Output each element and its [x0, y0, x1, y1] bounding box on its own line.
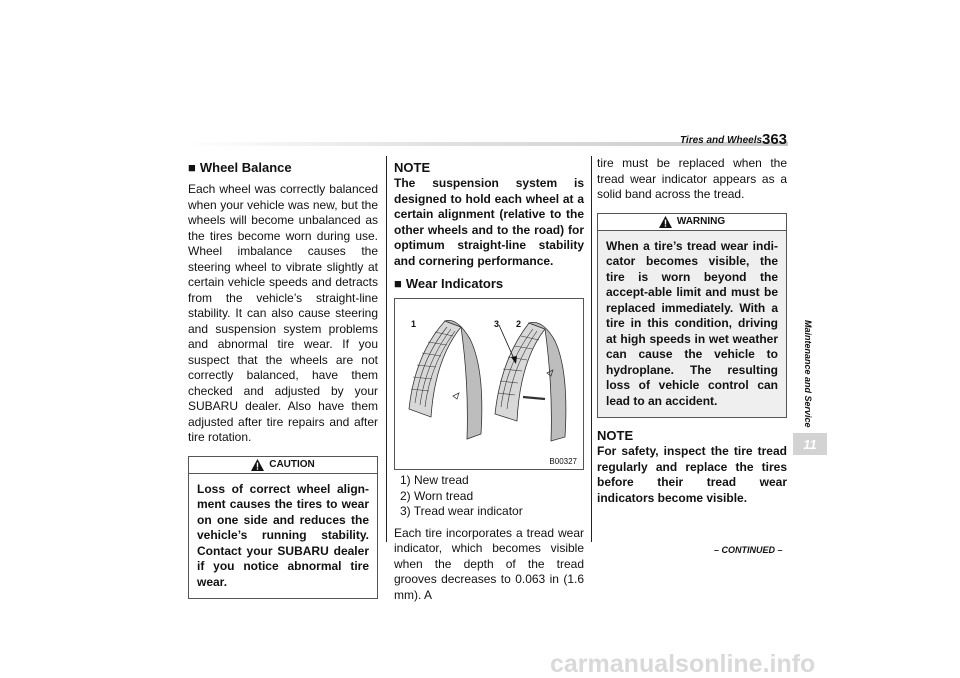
tread-illustration	[395, 299, 583, 469]
chapter-tab: 11	[793, 433, 827, 455]
wheel-balance-text: Each wheel was correctly balanced when your vehicle was new, but the wheels will become unbalanced as the tires become worn during use. Wheel imbalance causes the steering wheel to vibrate slightly at certain vehicle speeds and detracts from the vehicle’s straight-line stability. It can also cause steering and suspension system problems and abnormal tire wear. If you suspect that the wheels are not correctly balanced, have them checked and adjusted by your SUBARU dealer. Also have them adjusted after tire repairs and after tire rotation.	[188, 182, 378, 444]
note-text: The suspension system is designed to hold each wheel at a certain alignment (relative to the other wheels and to the road) for optimum straight-line stability and cornering performance.	[394, 176, 584, 268]
legend-item: 2) Worn tread	[400, 488, 474, 503]
figure-legend	[394, 473, 584, 520]
column-3	[597, 156, 787, 512]
square-bullet-icon: ■	[188, 160, 196, 175]
watermark: carmanualsonline.info	[550, 650, 816, 678]
page-number: 363	[762, 131, 788, 148]
warning-header: WARNING	[598, 214, 786, 231]
legend-item: 1) New tread	[400, 473, 469, 487]
note-text: For safety, inspect the tire tread regularly and replace the tires before their tread wear indicators become visible.	[597, 444, 787, 505]
warning-text: When a tire’s tread wear indi-cator becomes visible, the tire is worn beyond the accept-able limit and must be replaced immediately. With a tire in this condition, driving at high speeds in wet weather can cause the vehicle to hydroplane. The resulting loss of vehicle control can lead to an accident.	[598, 231, 786, 418]
warning-triangle-icon	[659, 216, 672, 228]
caution-header: CAUTION	[189, 457, 377, 474]
figure-label-2: 2	[516, 319, 522, 329]
wear-indicators-text: Each tire incorporates a tread wear indicator, which becomes visible when the depth of the tread grooves decreases to 0.063 in (1.6 mm). A	[394, 525, 584, 602]
chapter-side-title: Maintenance and Service	[803, 320, 813, 428]
legend-item: 3) Tread wear indicator	[400, 504, 523, 518]
warning-box	[597, 213, 787, 419]
column-1	[188, 156, 378, 599]
square-bullet-icon: ■	[394, 276, 402, 291]
section-title: Tires and Wheels	[680, 135, 763, 146]
figure-label-1: 1	[411, 319, 417, 329]
note-title: NOTE	[394, 160, 431, 175]
caution-box	[188, 456, 378, 600]
figure-code: B00327	[549, 457, 577, 466]
caution-text: Loss of correct wheel align-ment causes the tires to wear on one side and reduces the vehicle’s running stability. Contact your SUBARU dealer if you notice abnormal tire wear.	[197, 481, 369, 589]
note-title: NOTE	[597, 428, 634, 443]
wear-indicators-text-continued: tire must be replaced when the tread wear indicator appears as a solid band across the tread.	[597, 156, 787, 201]
column-divider	[591, 156, 592, 542]
warning-triangle-icon	[251, 459, 264, 471]
continued-label: – CONTINUED –	[714, 545, 783, 555]
wear-indicators-heading: ■ Wear Indicators	[394, 276, 504, 291]
figure-label-3: 3	[494, 319, 500, 329]
tread-figure	[394, 298, 584, 470]
column-divider	[386, 156, 387, 542]
column-2	[394, 156, 584, 603]
wheel-balance-heading: ■ Wheel Balance	[188, 160, 292, 175]
